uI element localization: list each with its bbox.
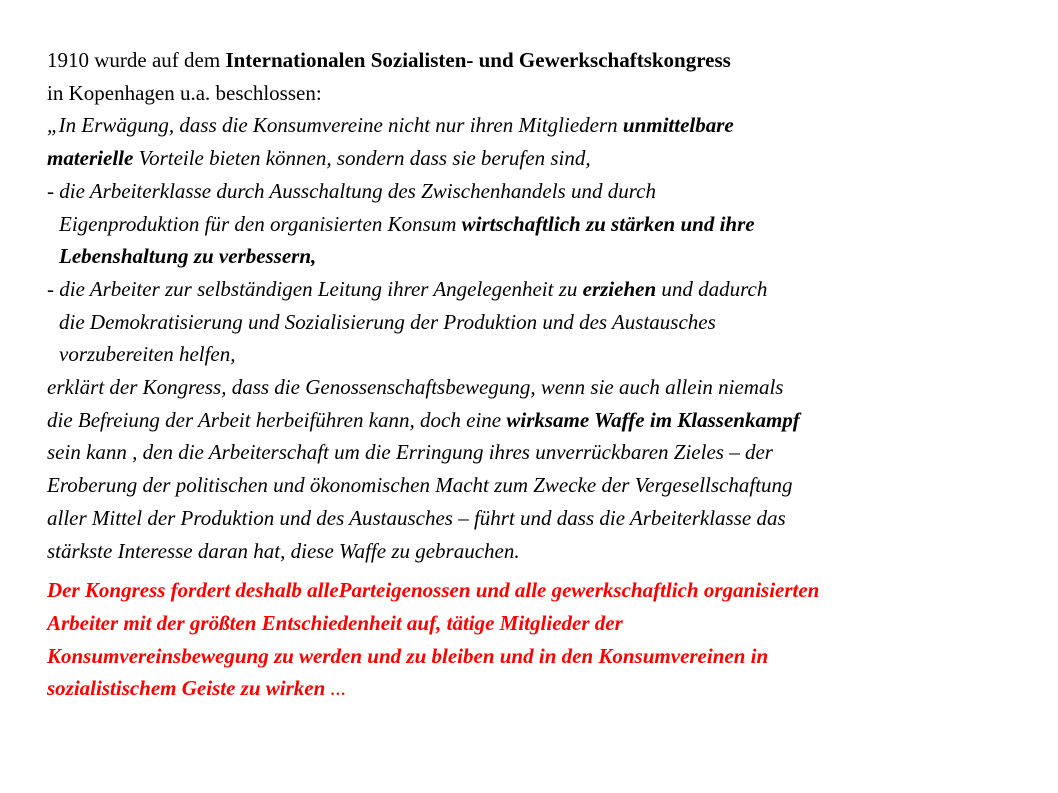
quote-line-7: Lebenshaltung zu verbessern, <box>59 244 317 269</box>
demand-line-2: Arbeiter mit der größten Entschiedenheit auf, tätige Mitglieder der <box>47 610 623 635</box>
quote-line-14: Eroberung der politischen und ökonomischen Macht zum Zwecke der Vergesellschaftung <box>47 473 793 498</box>
demand-line-1: Der Kongress fordert deshalb alleParteigenossen und alle gewerkschaftlich organisierten <box>47 578 820 603</box>
quote-text: Eigenproduktion für den organisierten Konsum <box>59 211 462 236</box>
quote-line-12 <box>47 404 1047 437</box>
quote-text: die Befreiung der Arbeit herbeiführen kann, doch eine <box>47 407 507 432</box>
quote-line-8 <box>47 273 1047 306</box>
demand-line-3: Konsumvereinsbewegung zu werden und zu bleiben und in den Konsumvereinen in <box>47 643 769 668</box>
demand-block <box>47 574 1047 705</box>
demand-text: sozialistischem Geiste zu wirken <box>47 676 326 701</box>
quote-line-11: erklärt der Kongress, dass die Genossenschaftsbewegung, wenn sie auch allein niemals <box>47 375 784 400</box>
quote-line-9: die Demokratisierung und Sozialisierung der Produktion und des Austausches <box>59 309 716 334</box>
quote-line-13: sein kann , den die Arbeiterschaft um die Erringung ihres unverrückbaren Zieles – der <box>47 440 773 465</box>
quote-line-3 <box>47 109 1047 142</box>
quote-text: und dadurch <box>656 276 768 301</box>
emphasis-text: erziehen <box>582 276 657 301</box>
emphasis-text: materielle <box>47 146 134 171</box>
quote-line-16: stärkste Interesse daran hat, diese Waffe zu gebrauchen. <box>47 538 520 563</box>
quote-line-4 <box>47 142 1047 175</box>
congress-name: Internationalen Sozialisten- und Gewerkschaftskongress <box>225 48 731 72</box>
demand-line-4 <box>47 672 1047 705</box>
quote-line-10: vorzubereiten helfen, <box>59 342 236 367</box>
ellipsis: ... <box>325 676 347 701</box>
emphasis-text: wirksame Waffe im Klassenkampf <box>506 407 800 432</box>
quote-line-5: - die Arbeiterklasse durch Ausschaltung des Zwischenhandels und durch <box>47 178 656 203</box>
quote-text: - die Arbeiter zur selbständigen Leitung ihrer Angelegenheit zu <box>47 276 583 301</box>
quote-line-15: aller Mittel der Produktion und des Austausches – führt und dass die Arbeiterklasse das <box>47 505 786 530</box>
emphasis-text: wirtschaftlich zu stärken und ihre <box>461 211 755 236</box>
quote-text: „In Erwägung, dass die Konsumvereine nicht nur ihren Mitgliedern <box>47 113 623 138</box>
quote-line-6 <box>47 208 1047 241</box>
slide-text <box>47 44 1047 705</box>
intro-text: 1910 wurde auf dem <box>47 48 226 72</box>
emphasis-text: unmittelbare <box>622 113 734 138</box>
intro-line-1 <box>47 44 1047 77</box>
quote-text: Vorteile bieten können, sondern dass sie berufen sind, <box>133 146 591 171</box>
intro-line-2: in Kopenhagen u.a. beschlossen: <box>47 80 322 105</box>
